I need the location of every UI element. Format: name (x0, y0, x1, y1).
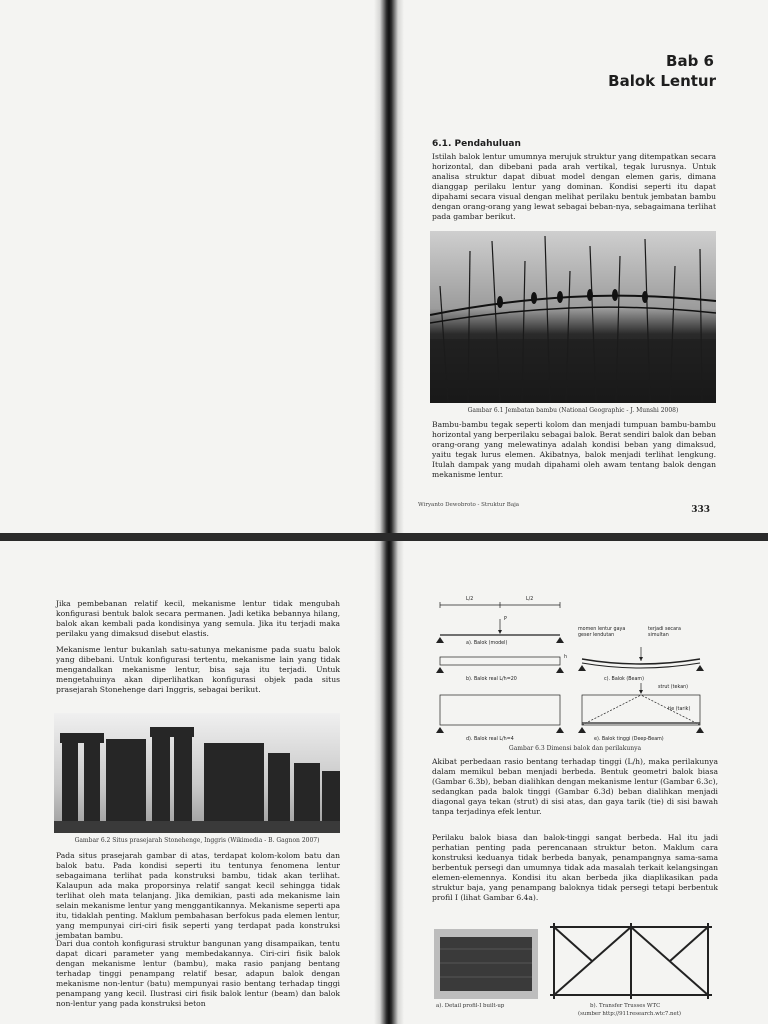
label-e: e). Balok tinggi (Deep-Beam) (594, 737, 664, 742)
mechanism-paragraph: Mekanisme lentur bukanlah satu-satunya mekanisme pada suatu balok yang dibebani. Untuk konfigurasi tertentu, mekanisme lain yang tidak mengandalkan mekanisme lentur, bisa saja itu terjadi. Untuk mengetahuinya akan diperlihatkan konfigurasi objek pada situs prasejarah Stonehenge dari Inggris, sebagai berikut. (56, 645, 340, 694)
built-up-profile-photo (434, 929, 538, 999)
figure-6-1-caption: Gambar 6.1 Jembatan bambu (National Geographic - J. Munshi 2008) (467, 407, 679, 414)
page-footer-author: Wiryanto Dewobroto - Struktur Baja (418, 502, 520, 508)
chapter-title: Balok Lentur (608, 72, 716, 90)
figure-6-3-caption: Gambar 6.3 Dimensi balok dan perilakunya (508, 745, 642, 752)
label-c: c). Balok (Beam) (604, 677, 644, 682)
book-gutter (374, 541, 404, 1024)
label-a: a). Balok (model) (466, 641, 508, 646)
figure-6-2-caption: Gambar 6.2 Situs prasejarah Stonehenge, Inggris (Wikimedia - B. Gagnon 2007) (74, 837, 320, 844)
ratio-paragraph: Akibat perbedaan rasio bentang terhadap tinggi (L/h), maka perilakunya dalam memikul beban menjadi berbeda. Bentuk geometri balok biasa (Gambar 6.3b), beban dialihkan dengan mekanisme lentur (Gambar 6.3c), sedangkan pada balok tinggi (Gambar 6.3d) beban dialihkan menjadi diagonal gaya tekan (strut) di sisi atas, dan gaya tarik (tie) di sisi bawah tanpa terjadinya efek lentur. (432, 757, 718, 816)
section-heading: 6.1. Pendahuluan (432, 139, 521, 149)
tie-note: tie (tarik) (668, 707, 691, 712)
intro-paragraph: Istilah balok lentur umumnya merujuk struktur yang ditempatkan secara horizontal, dan dibebani pada arah vertikal, tegak lurusnya. Untuk analisa struktur dapat dibuat model dengan elemen garis, dimana dianggap perilaku lentur yang dominan. Kondisi seperti itu dapat dipahami secara visual dengan melihat perilaku bentuk jembatan bambu dengan orang-orang yang lewat sebagai beban-nya, sebagaimana terlihat pada gambar berikut. (432, 152, 716, 221)
dim-right-label: L/2 (526, 597, 534, 602)
bamboo-bridge-photo (430, 231, 716, 403)
comparison-paragraph: Dari dua contoh konfigurasi struktur bangunan yang disampaikan, tentu dapat dicari parameter yang membedakannya. Ciri-ciri fisik balok dengan mekanisme lentur (bambu), maka rasio panjang bentang terhadap tinggi penampang relatif besar, adapun balok dengan mekanisme non-lentur (batu) mempunyai rasio bentang terhadap tinggi penampang yang kecil. Ilustrasi ciri fisik balok lentur (beam) dan balok non-lentur yang pada konstruksi beton (56, 939, 340, 1008)
transfer-truss-diagram (546, 917, 716, 1001)
figure-6-4a-caption: a). Detail profil-I built-up (436, 1003, 505, 1009)
elastic-paragraph: Jika pembebanan relatif kecil, mekanisme lentur tidak mengubah konfigurasi bentuk balok secara permanen. Jadi ketika bebannya hilang, balok akan kembali pada kondisinya yang semula. Jika itu terjadi maka perilaku yang dimaksud disebut elastis. (56, 599, 340, 638)
beam-dimension-diagram (430, 597, 720, 747)
label-d: d). Balok real L/h=4 (466, 737, 514, 742)
page-334-335 (0, 541, 768, 1024)
load-p-label: P (504, 617, 507, 622)
h-label: h (564, 655, 568, 660)
figure-6-4b-caption: b). Transfer Trusses WTC (590, 1003, 661, 1009)
occur-note: terjadi secara simultan (648, 627, 681, 638)
chapter-number: Bab 6 (666, 52, 714, 70)
steel-paragraph: Perilaku balok biasa dan balok-tinggi sangat berbeda. Hal itu jadi perhatian penting pada perencanaan struktur beton. Maklum cara konstruksi keduanya tidak berbeda banyak, penampangnya sama-sama berbentuk persegi dan umumnya tidak ada masalah terkait kelangsingan elemen-elemennya. Kondisi itu akan berbeda jika diaplikasikan pada struktur baja, yang penampang baloknya tidak persegi tetapi berbentuk profil I (lihat Gambar 6.4a). (432, 833, 718, 902)
strut-note: strut (tekan) (658, 685, 689, 690)
page-number: 333 (691, 505, 710, 515)
stonehenge-paragraph: Pada situs prasejarah gambar di atas, terdapat kolom-kolom batu dan balok batu. Pada kondisi seperti itu tentunya fenomena lentur sebagaimana terlihat pada konstruksi bambu, tidak akan terlihat. Kalaupun ada maka proporsinya relatif sangat kecil sehingga tidak terlihat oleh mata telanjang. Jika demikian, pasti ada mekanisme lain selain mekanisme lentur yang menggantikannya. Mekanisme seperti apa itu, tidaklah penting. Maklum pembahasan berfokus pada elemen lentur, yang mempunyai ciri-ciri fisik seperti yang terdapat pada konstruksi jembatan bambu. (56, 851, 340, 940)
label-b: b). Balok real L/h=20 (466, 677, 517, 682)
book-gutter (374, 0, 404, 533)
dim-left-label: L/2 (466, 597, 474, 602)
stonehenge-photo (54, 713, 340, 833)
moment-note: momen lentur gaya geser lendutan (578, 627, 626, 638)
bamboo-paragraph: Bambu-bambu tegak seperti kolom dan menjadi tumpuan bambu-bambu horizontal yang berperilaku sebagai balok. Berat sendiri balok dan beban orang-orang yang melewatinya adalah kondisi beban yang dimaksud, yaitu tegak lurus elemen. Akibatnya, balok menjadi terlihat lengkung. Itulah dampak yang mudah dipahami oleh awam tentang balok dengan mekanisme lentur. (432, 420, 716, 479)
figure-6-4b-source: (sumber http://911research.wtc7.net) (578, 1011, 681, 1017)
